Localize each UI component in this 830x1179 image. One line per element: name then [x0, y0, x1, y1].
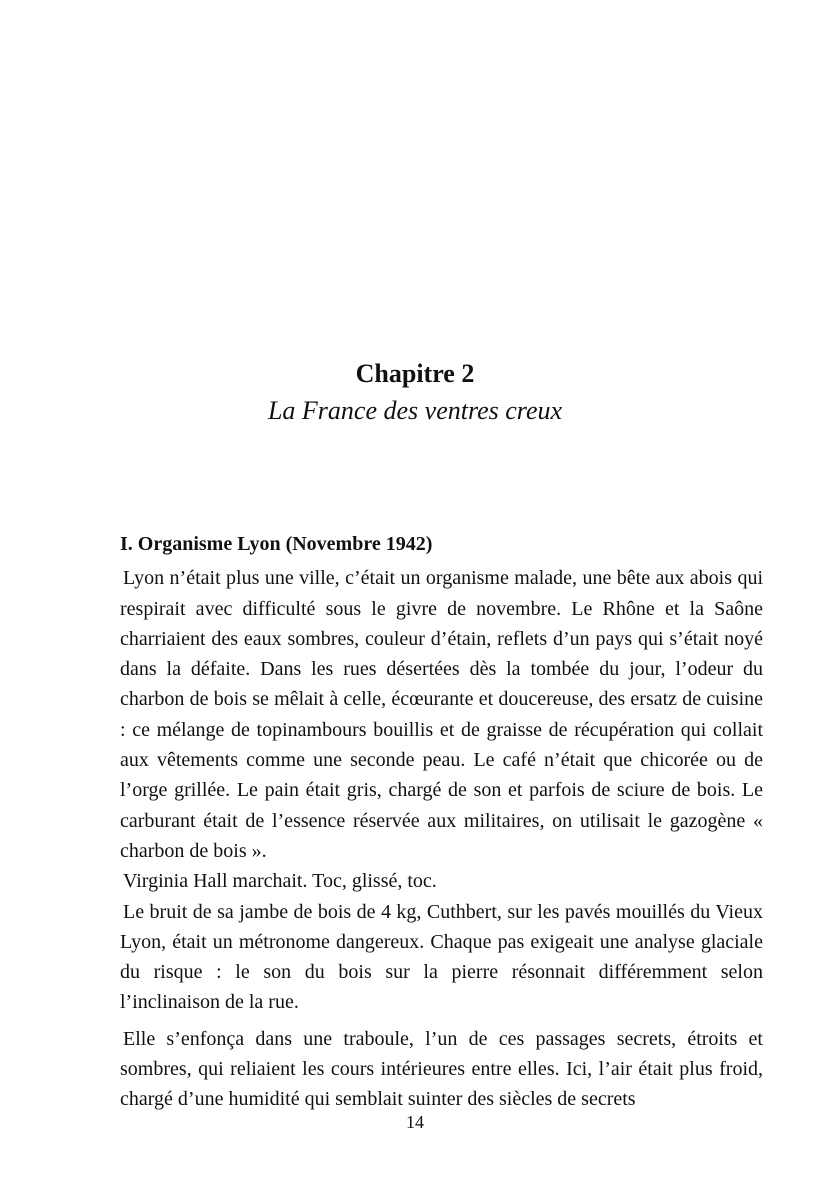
paragraph-4: Elle s’enfonça dans une traboule, l’un de ces passages secrets, étroits et sombres, qui reliaient les cours intérieures entre elles. Ici, l’air était plus froid, chargé d’une humidité qui semblait suinter des siècles de secrets	[120, 1027, 763, 1111]
paragraph-2: Virginia Hall marchait. Toc, glissé, toc.	[123, 870, 437, 893]
paragraph-1: Lyon n’était plus une ville, c’était un organisme malade, une bête aux abois qui respirait avec difficulté sous le givre de novembre. Le Rhône et la Saône charriaient des eaux sombres, couleur d’étain, reflets d’un pays qui s’était noyé dans la défaite. Dans les rues désertées dès la tombée du jour, l’odeur du charbon de bois se mêlait à celle, écœurante et doucereuse, des ersatz de cuisine : ce mélange de topinambours bouillis et de graisse de récupération qui collait aux vêtements comme une seconde peau. Le café n’était que chicorée ou de l’orge grillée. Le pain était gris, chargé de son et parfois de sciure de bois. Le carburant était de l’essence réservée aux militaires, on utilisait le gazogène « charbon de bois ».	[120, 567, 763, 862]
chapter-subtitle: La France des ventres creux	[267, 396, 563, 425]
section-heading: I. Organisme Lyon (Novembre 1942)	[120, 533, 433, 555]
chapter-title: Chapitre 2	[355, 359, 475, 388]
page-number: 14	[406, 1112, 424, 1132]
paragraph-3: Le bruit de sa jambe de bois de 4 kg, Cuthbert, sur les pavés mouillés du Vieux Lyon, était un métronome dangereux. Chaque pas exigeait une analyse glaciale du risque : le son du bois sur la pierre résonnait différemment selon l’inclinaison de la rue.	[120, 900, 763, 1014]
body-text	[120, 529, 763, 1115]
